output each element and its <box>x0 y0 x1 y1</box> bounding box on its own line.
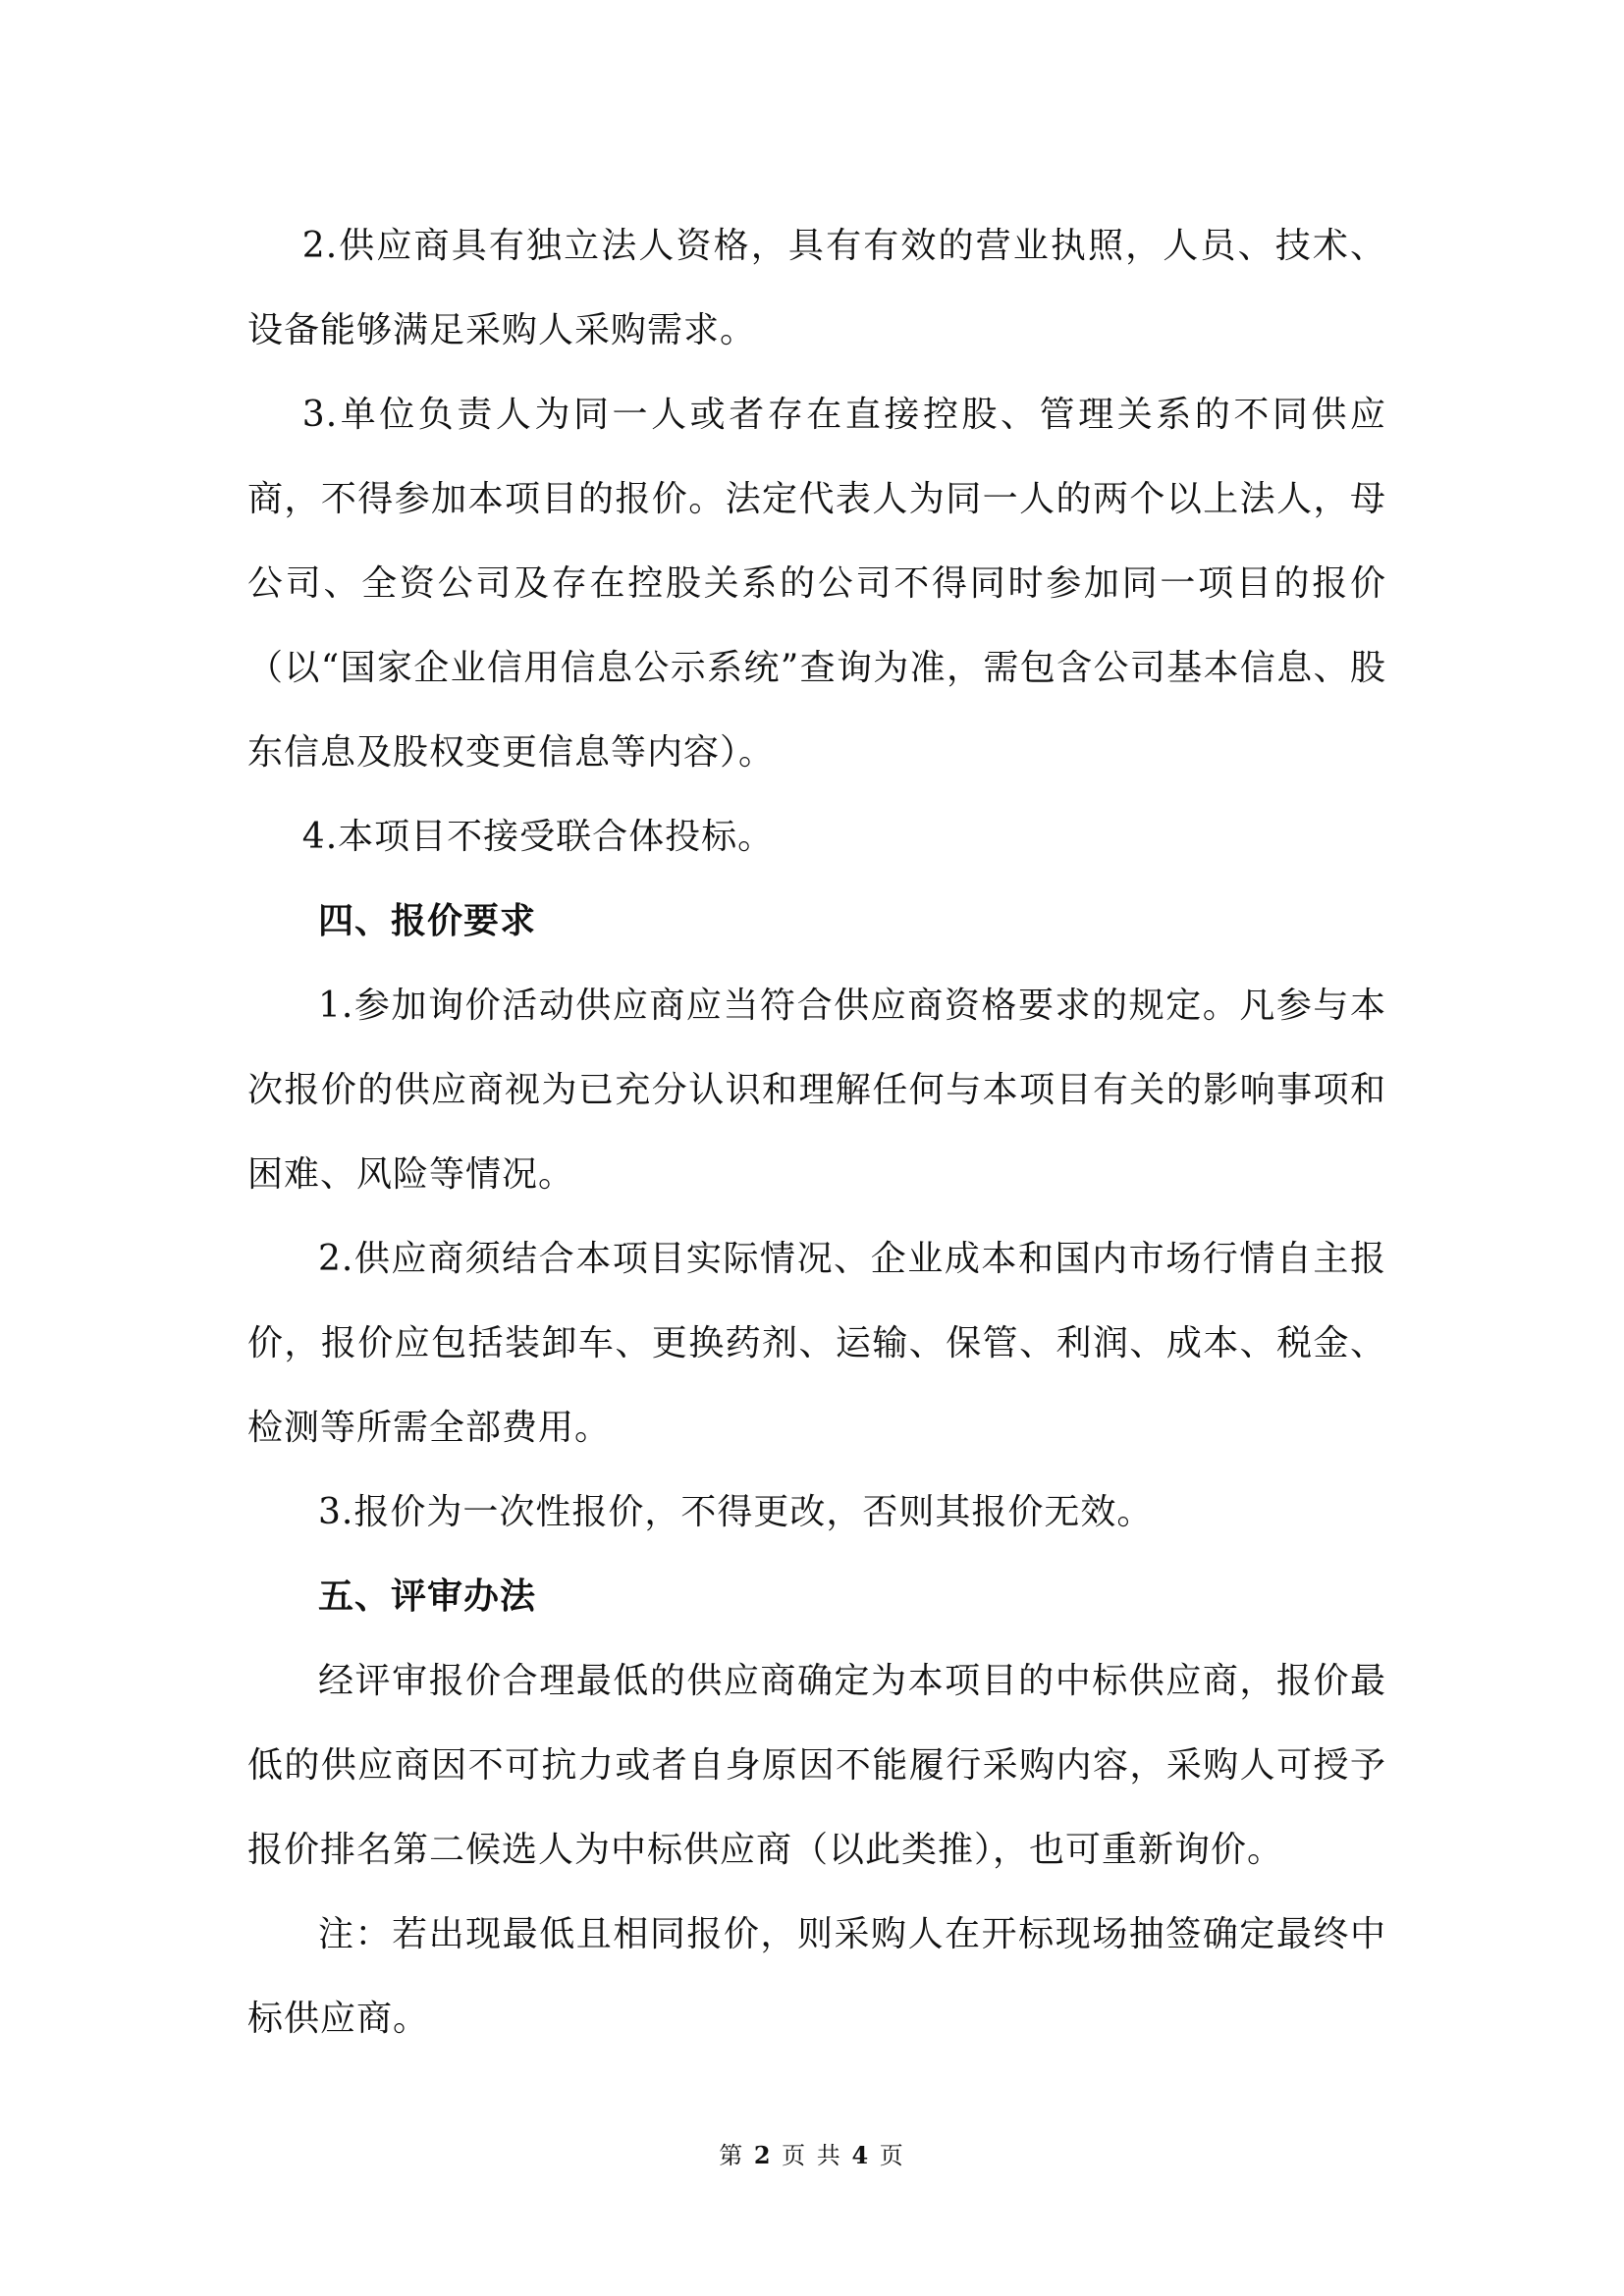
footer-total-pages: 4 <box>851 2141 871 2169</box>
document-body <box>247 204 1386 2061</box>
paragraph-qualification-2: 2.供应商具有独立法人资格，具有有效的营业执照，人员、技术、设备能够满足采购人采购需求。 <box>247 226 1386 350</box>
footer-suffix: 页 <box>879 2142 905 2169</box>
footer-prefix: 第 <box>719 2142 745 2169</box>
section-heading-quote-requirements: 四、报价要求 <box>318 901 537 941</box>
paragraph-qualification-4: 4.本项目不接受联合体投标。 <box>301 817 775 857</box>
section-heading-evaluation-method: 五、评审办法 <box>318 1576 537 1617</box>
paragraph-qualification-3: 3.单位负责人为同一人或者存在直接控股、管理关系的不同供应商，不得参加本项目的报价。法定代表人为同一人的两个以上法人，母公司、全资公司及存在控股关系的公司不得同时参加同一项目的报价（以“国家企业信用信息公示系统”查询为准，需包含公司基本信息、股东信息及股权变更信息等内容）。 <box>247 395 1386 773</box>
paragraph-evaluation: 经评审报价合理最低的供应商确定为本项目的中标供应商，报价最低的供应商因不可抗力或者自身原因不能履行采购内容，采购人可授予报价排名第二候选人为中标供应商（以此类推），也可重新询价。 <box>247 1661 1386 1870</box>
page-footer <box>0 2140 1624 2171</box>
footer-middle: 页 共 <box>782 2142 842 2169</box>
paragraph-quote-2: 2.供应商须结合本项目实际情况、企业成本和国内市场行情自主报价，报价应包括装卸车、更换药剂、运输、保管、利润、成本、税金、检测等所需全部费用。 <box>247 1239 1386 1448</box>
paragraph-quote-3: 3.报价为一次性报价，不得更改，否则其报价无效。 <box>318 1492 1154 1532</box>
footer-current-page: 2 <box>753 2141 773 2169</box>
paragraph-quote-1: 1.参加询价活动供应商应当符合供应商资格要求的规定。凡参与本次报价的供应商视为已充分认识和理解任何与本项目有关的影响事项和困难、风险等情况。 <box>247 986 1386 1195</box>
paragraph-note: 注：若出现最低且相同报价，则采购人在开标现场抽签确定最终中标供应商。 <box>247 1914 1386 2039</box>
